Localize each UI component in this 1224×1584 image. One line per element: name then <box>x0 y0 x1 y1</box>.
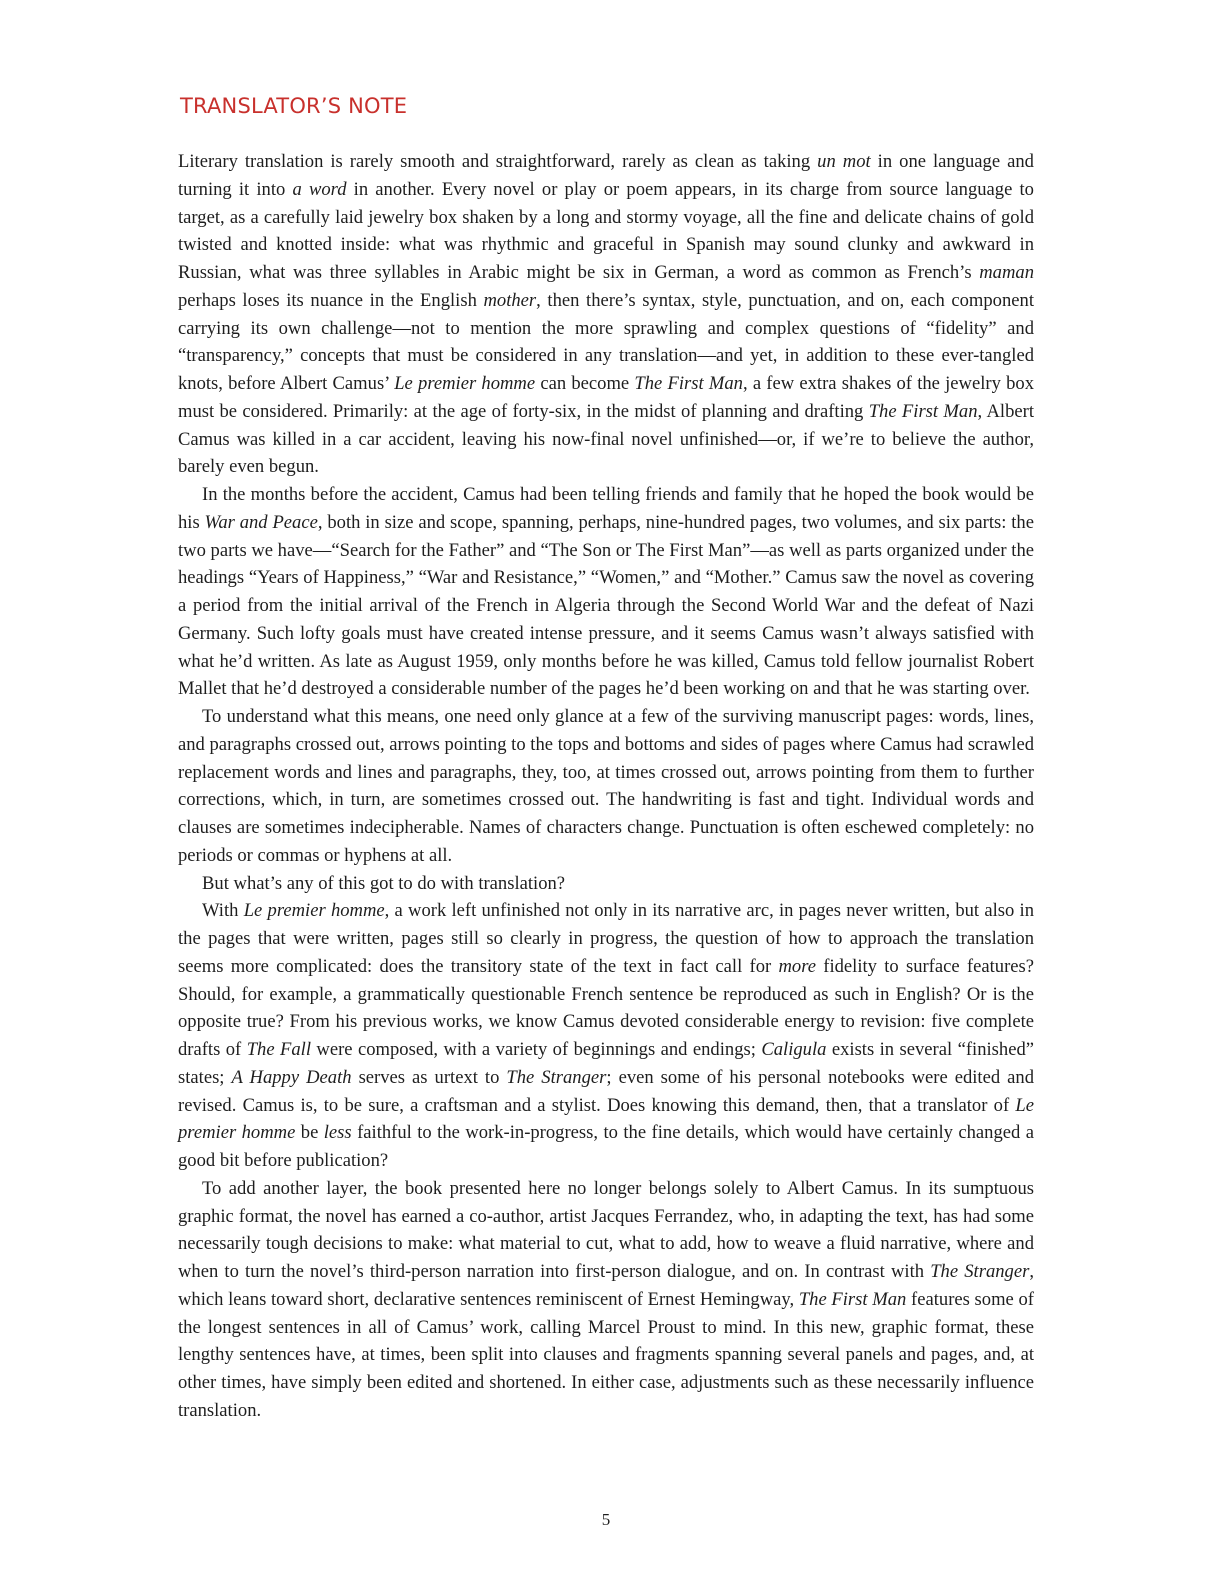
text-run: fidelity to surface features? Should, for example, a grammatically questionable French sentence be reproduced as such in English? Or is the opposite true? From his previous works, we know Camus devoted considerable energy to revision: five complete drafts of <box>178 955 1034 1060</box>
text-run: perhaps loses its nuance in the English <box>178 289 484 311</box>
italic-text: less <box>323 1122 352 1144</box>
text-run: , a few extra shakes of the jewelry box must be considered. Primarily: at the age of forty-six, in the midst of planning and drafting <box>178 373 1034 422</box>
paragraph <box>178 148 1034 481</box>
page-number: 5 <box>601 1510 611 1529</box>
text-run: , a work left unfinished not only in its narrative arc, in pages never written, but also in the pages that were written, pages still so clearly in progress, the question of how to approach the translation seems more complicated: does the transitory state of the text in fact call for <box>178 900 1034 977</box>
italic-text: The First Man <box>868 400 978 422</box>
italic-text: A Happy Death <box>231 1066 352 1088</box>
text-run: , Albert Camus was killed in a car accident, leaving his now-final novel unfinished—or, if we’re to believe the author, barely even begun. <box>178 400 1034 478</box>
italic-text: more <box>778 955 816 977</box>
text-run: But what’s any of this got to do with translation? <box>202 872 566 894</box>
text-run: can become <box>535 373 635 394</box>
italic-text: War and Peace <box>204 511 318 533</box>
italic-text: The Stranger <box>930 1261 1030 1282</box>
italic-text: Le premier homme <box>394 373 536 394</box>
italic-text: Le premier homme <box>178 1094 1034 1144</box>
paragraph <box>178 897 1034 1175</box>
italic-text: Le premier homme <box>243 900 385 922</box>
text-run: features some of the longest sentences in all of Camus’ work, calling Marcel Proust to mind. In this new, graphic format, these lengthy sentences have, at times, been split into clauses and fragments spanning several panels and pages, and, at other times, have simply been edited and shortened. In either case, adjustments such as these necessarily influence translation. <box>178 1288 1034 1421</box>
italic-text: mother <box>483 289 537 311</box>
text-run: With <box>202 900 244 922</box>
italic-text: The Fall <box>246 1039 311 1060</box>
text-run: , which leans toward short, declarative sentences reminiscent of Ernest Hemingway, <box>178 1261 1034 1310</box>
text-run: Literary translation is rarely smooth and straightforward, rarely as clean as taking <box>178 151 818 172</box>
paragraph <box>178 1175 1034 1425</box>
text-run: serves as urtext to <box>351 1066 507 1088</box>
text-run: in another. Every novel or play or poem appears, in its charge from source language to target, as a carefully laid jewelry box shaken by a long and stormy voyage, all the fine and delicate chains of gold twisted and knotted inside: what was rhythmic and graceful in Spanish may sound clunky and awkward in Russian, what was three syllables in Arabic might be six in German, a word as common as French’s <box>178 178 1034 283</box>
text-run: , both in size and scope, spanning, perhaps, nine-hundred pages, two volumes, and six parts: the two parts we have—“Search for the Father” and “The Son or The First Man”—as well as parts organized under the headings “Years of Happiness,” “War and Resistance,” “Women,” and “Mother.” Camus saw the novel as covering a period from the initial arrival of the French in Algeria through the Second World War and the defeat of Nazi Germany. Such lofty goals must have created intense pressure, and it seems Camus wasn’t always satisfied with what he’d written. As late as August 1959, only months before he was killed, Camus told fellow journalist Robert Mallet that he’d destroyed a considerable number of the pages he’d been working on and that he was starting over. <box>178 511 1034 700</box>
text-run: To understand what this means, one need only glance at a few of the surviving manuscript pages: words, lines, and paragraphs crossed out, arrows pointing to the tops and bottoms and sides of pages where Camus had scrawled replacement words and lines and paragraphs, they, too, at times crossed out, arrows pointing from them to further corrections, which, in turn, are sometimes crossed out. The handwriting is fast and tight. Individual words and clauses are sometimes indecipherable. Names of characters change. Punctuation is often eschewed completely: no periods or commas or hyphens at all. <box>178 706 1034 866</box>
italic-text: maman <box>979 262 1034 283</box>
text-run: in one language and turning it into <box>178 151 1034 200</box>
text-run: ; even some of his personal notebooks were edited and revised. Camus is, to be sure, a craftsman and a stylist. Does knowing this demand, then, that a translator of <box>178 1066 1035 1116</box>
paragraph <box>178 870 1034 898</box>
text-run: exists in several “finished” states; <box>178 1039 1035 1088</box>
italic-text: un mot <box>817 151 871 172</box>
text-run: faithful to the work-in-progress, to the fine details, which would have certainly changed a good bit before publication? <box>178 1122 1034 1171</box>
italic-text: The Stranger <box>506 1066 607 1088</box>
text-run: , then there’s syntax, style, punctuation, and on, each component carrying its own challenge—not to mention the more sprawling and complex questions of “fidelity” and “transparency,” concepts that must be considered in any translation—and yet, in addition to these ever-tangled knots, before Albert Camus’ <box>178 289 1034 394</box>
text-run: were composed, with a variety of beginnings and endings; <box>311 1039 762 1060</box>
paragraph <box>178 481 1034 703</box>
text-run: To add another layer, the book presented here no longer belongs solely to Albert Camus. In its sumptuous graphic format, the novel has earned a co-author, artist Jacques Ferrandez, who, in adapting the text, has had some necessarily tough decisions to make: what material to cut, what to add, how to weave a fluid narrative, where and when to turn the novel’s third-person narration into first-person dialogue, and on. In contrast with <box>178 1177 1034 1282</box>
italic-text: Caligula <box>761 1039 827 1060</box>
paragraph <box>178 703 1034 870</box>
italic-text: The First Man <box>634 373 743 394</box>
italic-text: a word <box>292 178 347 200</box>
body-text <box>178 148 1034 1425</box>
text-run: In the months before the accident, Camus had been telling friends and family that he hoped the book would be his <box>178 484 1034 533</box>
italic-text: The First Man <box>798 1288 907 1310</box>
section-heading: TRANSLATOR’S NOTE <box>180 94 408 118</box>
text-run: be <box>295 1122 324 1144</box>
